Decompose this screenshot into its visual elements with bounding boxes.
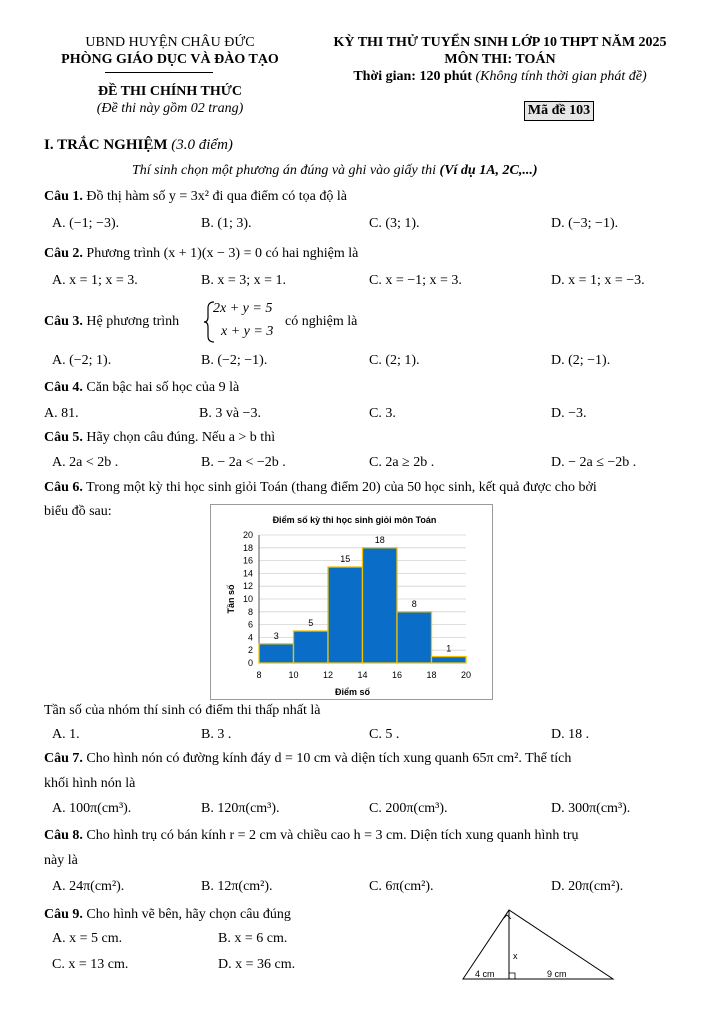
q9-option-a[interactable]: A. x = 5 cm. (52, 931, 123, 946)
question-9 (44, 907, 291, 923)
question-1 (44, 189, 347, 205)
question-text: Cho hình vẽ bên, hãy chọn câu đúng (86, 907, 291, 922)
question-label: Câu 5. (44, 430, 83, 445)
y-tick-label: 4 (247, 632, 253, 643)
header-divider (105, 72, 213, 73)
right-angle-mark-foot (509, 973, 515, 979)
time-line (300, 68, 700, 85)
official-exam-label: ĐỀ THI CHÍNH THỨC (97, 84, 243, 99)
bar-data-label: 18 (374, 534, 385, 545)
subject-title: MÔN THI: TOÁN (444, 52, 556, 67)
chart-title: Điểm số kỳ thi học sinh giỏi môn Toán (272, 515, 437, 525)
q8-option-d[interactable]: D. 20π(cm²). (551, 879, 624, 894)
q1-option-b[interactable]: B. (1; 3). (201, 216, 252, 231)
question-label: Câu 2. (44, 246, 83, 261)
question-label: Câu 8. (44, 828, 83, 843)
right-triangle-figure (455, 905, 625, 985)
q3-option-d[interactable]: D. (2; −1). (551, 353, 611, 368)
q3-option-a[interactable]: A. (−2; 1). (52, 353, 112, 368)
y-tick-label: 14 (242, 568, 253, 579)
question-7 (44, 751, 571, 767)
q6-option-b[interactable]: B. 3 . (201, 727, 232, 742)
histogram-bar (294, 631, 329, 663)
q6-option-d[interactable]: D. 18 . (551, 727, 590, 742)
time-note: (Không tính thời gian phát đề) (475, 69, 647, 84)
equation-line-1: 2x + y = 5 (213, 301, 273, 316)
x-tick-label: 8 (256, 670, 262, 680)
bar-data-label: 15 (340, 554, 351, 564)
y-tick-label: 20 (242, 530, 253, 540)
question-label: Câu 4. (44, 380, 83, 395)
q1-option-d[interactable]: D. (−3; −1). (551, 216, 619, 231)
question-text: Cho hình nón có đường kính đáy d = 10 cm và diện tích xung quanh 65π cm². Thể tích (86, 751, 572, 766)
x-tick-label: 18 (426, 670, 437, 680)
label-4cm: 4 cm (475, 969, 495, 979)
x-tick-label: 20 (460, 670, 472, 680)
question-text: Phương trình (x + 1)(x − 3) = 0 có hai nghiệm là (86, 246, 359, 261)
section-points: (3.0 điểm) (171, 137, 233, 153)
q4-option-c[interactable]: C. 3. (369, 406, 396, 421)
exam-code-badge: Mã đề 103 (524, 101, 594, 121)
question-text: Cho hình trụ có bán kính r = 2 cm và chiều cao h = 3 cm. Diện tích xung quanh hình trụ (86, 828, 579, 843)
y-tick-label: 6 (247, 619, 253, 630)
header-left (40, 34, 300, 117)
section-heading (44, 137, 233, 154)
q3-option-c[interactable]: C. (2; 1). (369, 353, 420, 368)
q7-option-a[interactable]: A. 100π(cm³). (52, 801, 132, 816)
histogram-bar (432, 657, 467, 663)
exam-title: KỲ THI THỬ TUYỂN SINH LỚP 10 THPT NĂM 2025 (333, 35, 667, 50)
question-label: Câu 6. (44, 480, 83, 495)
q4-option-d[interactable]: D. −3. (551, 406, 587, 421)
q9-option-c[interactable]: C. x = 13 cm. (52, 957, 129, 972)
q4-option-a[interactable]: A. 81. (44, 406, 79, 421)
department-name: UBND HUYỆN CHÂU ĐỨC (85, 35, 255, 50)
q1-option-c[interactable]: C. (3; 1). (369, 216, 420, 231)
question-3 (44, 314, 179, 330)
page-count-note: (Đề thi này gồm 02 trang) (96, 101, 244, 116)
section-title: I. TRẮC NGHIỆM (44, 137, 168, 153)
x-tick-label: 10 (288, 670, 299, 680)
q7-option-b[interactable]: B. 120π(cm³). (201, 801, 280, 816)
question-label: Câu 7. (44, 751, 83, 766)
histogram-bar (397, 612, 432, 663)
x-axis-label: Điểm số (334, 687, 371, 697)
question-label: Câu 9. (44, 907, 83, 922)
y-axis-label: Tần số (226, 584, 236, 614)
y-tick-label: 2 (247, 645, 253, 656)
question-6-prompt: Tần số của nhóm thí sinh có điểm thi thấp nhất là (44, 703, 321, 718)
q1-option-a[interactable]: A. (−1; −3). (52, 216, 120, 231)
instruction-text: Thí sinh chọn một phương án đúng và ghi vào giấy thi (132, 163, 437, 178)
equation-line-2: x + y = 3 (221, 324, 274, 339)
bar-data-label: 3 (273, 630, 279, 641)
question-6-cont: biểu đồ sau: (44, 504, 112, 519)
question-8 (44, 828, 578, 844)
q2-option-c[interactable]: C. x = −1; x = 3. (369, 273, 462, 288)
histogram-chart (210, 504, 493, 700)
q6-option-a[interactable]: A. 1. (52, 727, 80, 742)
question-2 (44, 246, 358, 262)
q7-option-c[interactable]: C. 200π(cm³). (369, 801, 448, 816)
question-5 (44, 430, 275, 446)
q5-option-b[interactable]: B. − 2a < −2b . (201, 455, 286, 470)
q9-option-d[interactable]: D. x = 36 cm. (218, 957, 296, 972)
y-tick-label: 0 (247, 658, 253, 668)
q2-option-a[interactable]: A. x = 1; x = 3. (52, 273, 138, 288)
label-x: x (513, 951, 518, 961)
q7-option-d[interactable]: D. 300π(cm³). (551, 801, 631, 816)
question-text: Trong một kỳ thi học sinh giỏi Toán (thang điểm 20) của 50 học sinh, kết quả được cho bởi (86, 480, 597, 495)
question-8-cont: này là (44, 853, 78, 868)
y-tick-label: 16 (242, 555, 253, 566)
y-tick-label: 18 (242, 542, 253, 553)
question-text: Hệ phương trình (86, 314, 180, 329)
histogram-bar (363, 548, 398, 663)
instruction-example: (Ví dụ 1A, 2C,...) (439, 163, 538, 178)
question-text: Hãy chọn câu đúng. Nếu a > b thì (86, 430, 276, 445)
q6-option-c[interactable]: C. 5 . (369, 727, 400, 742)
q4-option-b[interactable]: B. 3 và −3. (199, 406, 261, 421)
q3-option-b[interactable]: B. (−2; −1). (201, 353, 268, 368)
question-label: Câu 1. (44, 189, 83, 204)
y-tick-label: 12 (242, 581, 253, 592)
question-4 (44, 380, 239, 396)
office-name: PHÒNG GIÁO DỤC VÀ ĐÀO TẠO (61, 52, 279, 67)
question-text: Căn bậc hai số học của 9 là (86, 380, 240, 395)
q8-option-c[interactable]: C. 6π(cm²). (369, 879, 434, 894)
y-tick-label: 10 (242, 594, 253, 604)
x-tick-label: 16 (391, 670, 403, 680)
x-tick-label: 14 (357, 670, 368, 680)
q9-option-b[interactable]: B. x = 6 cm. (218, 931, 288, 946)
q8-option-a[interactable]: A. 24π(cm²). (52, 879, 125, 894)
bar-data-label: 1 (446, 643, 452, 654)
histogram-bar (328, 567, 363, 663)
y-tick-label: 8 (247, 606, 253, 617)
label-9cm: 9 cm (547, 969, 567, 979)
q2-option-d[interactable]: D. x = 1; x = −3. (551, 273, 645, 288)
question-label: Câu 3. (44, 314, 83, 329)
question-6 (44, 480, 597, 496)
q5-option-d[interactable]: D. − 2a ≤ −2b . (551, 455, 637, 470)
q5-option-a[interactable]: A. 2a < 2b . (52, 455, 119, 470)
bar-data-label: 8 (411, 598, 417, 609)
x-tick-label: 12 (322, 670, 334, 680)
chart-svg (211, 505, 492, 699)
question-text-after: có nghiệm là (285, 314, 358, 329)
bar-data-label: 5 (308, 618, 314, 628)
q5-option-c[interactable]: C. 2a ≥ 2b . (369, 455, 435, 470)
question-7-cont: khối hình nón là (44, 776, 136, 791)
histogram-bar (259, 644, 294, 663)
instruction-line (132, 163, 538, 179)
question-text: Đồ thị hàm số y = 3x² đi qua điểm có tọa độ là (86, 189, 347, 204)
q2-option-b[interactable]: B. x = 3; x = 1. (201, 273, 287, 288)
q8-option-b[interactable]: B. 12π(cm²). (201, 879, 273, 894)
header-right (300, 34, 700, 85)
time-limit: Thời gian: 120 phút (353, 69, 472, 84)
